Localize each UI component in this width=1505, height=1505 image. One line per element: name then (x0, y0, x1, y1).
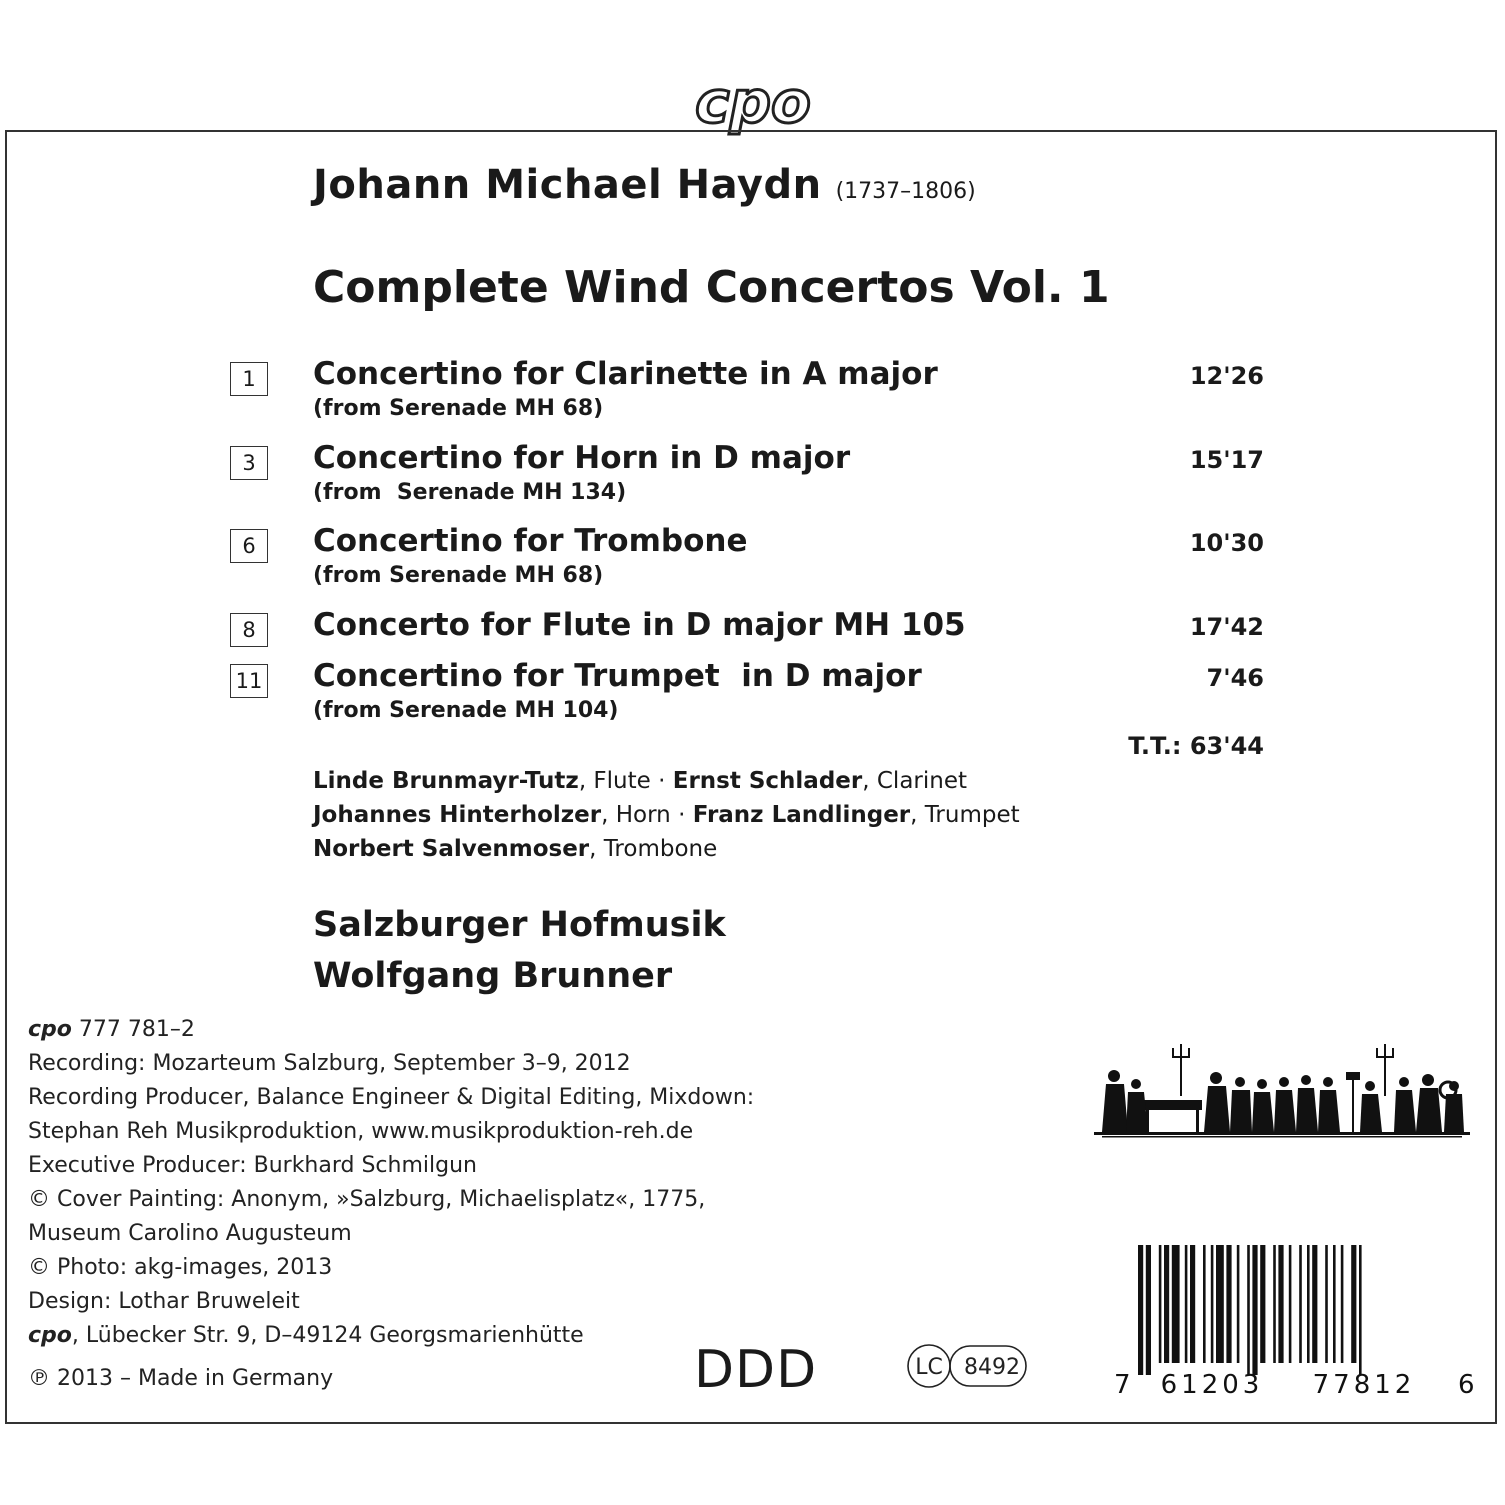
address-line (28, 1319, 754, 1353)
track-title: Concertino for Clarinette in A major (313, 356, 938, 392)
barcode-bar (1138, 1245, 1143, 1375)
track-title: Concertino for Trombone (313, 523, 748, 559)
catalog-number: 777 781–2 (71, 1017, 195, 1042)
performer-instrument: , Trumpet (910, 802, 1020, 828)
barcode-bar (1216, 1245, 1224, 1363)
ensemble-block (313, 900, 726, 1002)
barcode-bar (1333, 1245, 1336, 1363)
barcode-last-digit: 6 (1458, 1370, 1475, 1400)
credit-line: © Photo: akg-images, 2013 (28, 1255, 333, 1280)
performer-name: Johannes Hinterholzer (313, 802, 602, 828)
lc-number: 8492 (964, 1355, 1020, 1380)
track-subtitle: (from Serenade MH 68) (313, 396, 604, 421)
address-text: , Lübecker Str. 9, D–49124 Georgsmarienhütte (71, 1323, 584, 1348)
barcode-bar (1325, 1245, 1328, 1363)
barcode-bar (1260, 1245, 1265, 1363)
composer-name: Johann Michael Haydn (313, 162, 822, 208)
track-title: Concertino for Horn in D major (313, 440, 851, 476)
performer-instrument: , Flute · (578, 768, 673, 794)
barcode-first-digit: 7 (1114, 1370, 1131, 1400)
performer-instrument: , Clarinet (862, 768, 968, 794)
barcode-bar (1211, 1245, 1214, 1363)
credits-block (28, 1013, 754, 1353)
barcode-bar (1172, 1245, 1180, 1363)
lc-prefix: LC (915, 1355, 943, 1380)
barcode-bar (1299, 1245, 1302, 1363)
track-duration: 15'17 (1189, 446, 1264, 474)
barcode-left-group: 61203 (1160, 1370, 1264, 1400)
cpo-label-mark: cpo (28, 1017, 72, 1042)
barcode-bar (1273, 1245, 1276, 1363)
performers-list (313, 764, 1020, 866)
barcode-bar (1289, 1245, 1292, 1363)
credit-line: Design: Lothar Bruweleit (28, 1289, 300, 1314)
performers-line (313, 764, 1020, 798)
barcode-bar (1237, 1245, 1240, 1363)
orchestra-silhouette-icon (1092, 1042, 1472, 1142)
barcode-right-group: 77812 (1312, 1370, 1416, 1400)
barcode-bar (1226, 1245, 1231, 1363)
credit-line: Recording Producer, Balance Engineer & Digital Editing, Mixdown: (28, 1085, 755, 1110)
barcode-bar (1190, 1245, 1195, 1363)
credit-line: Stephan Reh Musikproduktion, www.musikproduktion-reh.de (28, 1119, 694, 1144)
album-title: Complete Wind Concertos Vol. 1 (313, 262, 1110, 313)
track-number: 6 (230, 529, 268, 563)
credit-line: Museum Carolino Augusteum (28, 1221, 352, 1246)
track-number: 8 (230, 613, 268, 647)
track-number: 3 (230, 446, 268, 480)
track-subtitle: (from Serenade MH 68) (313, 563, 604, 588)
cpo-label-mark: cpo (28, 1323, 72, 1348)
barcode (1112, 1245, 1475, 1405)
track-number: 1 (230, 362, 268, 396)
conductor-name: Wolfgang Brunner (313, 956, 673, 996)
track-duration: 10'30 (1189, 529, 1264, 557)
ddd-code: DDD (694, 1340, 818, 1400)
barcode-bar (1185, 1245, 1188, 1363)
performer-instrument: , Trombone (589, 836, 718, 862)
composer-heading (313, 162, 976, 208)
track-duration: 17'42 (1189, 613, 1264, 641)
barcode-bar (1247, 1245, 1250, 1375)
barcode-bar (1278, 1245, 1283, 1363)
performer-instrument: , Horn · (601, 802, 693, 828)
track-duration: 12'26 (1189, 362, 1264, 390)
lc-logo (906, 1343, 1028, 1389)
track-number: 11 (230, 664, 268, 698)
barcode-bar (1359, 1245, 1362, 1375)
credit-line: Recording: Mozarteum Salzburg, September 3–9, 2012 (28, 1051, 631, 1076)
catalog-line (28, 1013, 754, 1047)
performers-line (313, 832, 1020, 866)
credit-line: Executive Producer: Burkhard Schmilgun (28, 1153, 477, 1178)
barcode-bar (1203, 1245, 1206, 1363)
performer-name: Franz Landlinger (692, 802, 911, 828)
performers-line (313, 798, 1020, 832)
composer-dates: (1737–1806) (835, 179, 976, 204)
barcode-bar (1164, 1245, 1169, 1363)
performer-name: Norbert Salvenmoser (313, 836, 590, 862)
total-time: T.T.: 63'44 (1128, 732, 1264, 760)
credit-line: © Cover Painting: Anonym, »Salzburg, Michaelisplatz«, 1775, (28, 1187, 706, 1212)
orchestra-name: Salzburger Hofmusik (313, 905, 726, 945)
cpo-logo-text: cpo (694, 68, 811, 136)
track-duration: 7'46 (1206, 664, 1264, 692)
performer-name: Ernst Schlader (672, 768, 863, 794)
barcode-bars (1138, 1245, 1362, 1375)
track-title: Concertino for Trumpet in D major (313, 658, 922, 694)
track-subtitle: (from Serenade MH 134) (313, 480, 627, 505)
barcode-bar (1146, 1245, 1151, 1375)
barcode-bar (1159, 1245, 1162, 1363)
barcode-bar (1252, 1245, 1257, 1375)
made-in-germany: ℗ 2013 – Made in Germany (28, 1366, 334, 1391)
performer-name: Linde Brunmayr-Tutz (313, 768, 579, 794)
track-subtitle: (from Serenade MH 104) (313, 698, 619, 723)
track-title: Concerto for Flute in D major MH 105 (313, 607, 966, 643)
barcode-bar (1312, 1245, 1317, 1363)
barcode-bar (1341, 1245, 1344, 1363)
barcode-bar (1307, 1245, 1310, 1363)
barcode-bar (1351, 1245, 1356, 1363)
